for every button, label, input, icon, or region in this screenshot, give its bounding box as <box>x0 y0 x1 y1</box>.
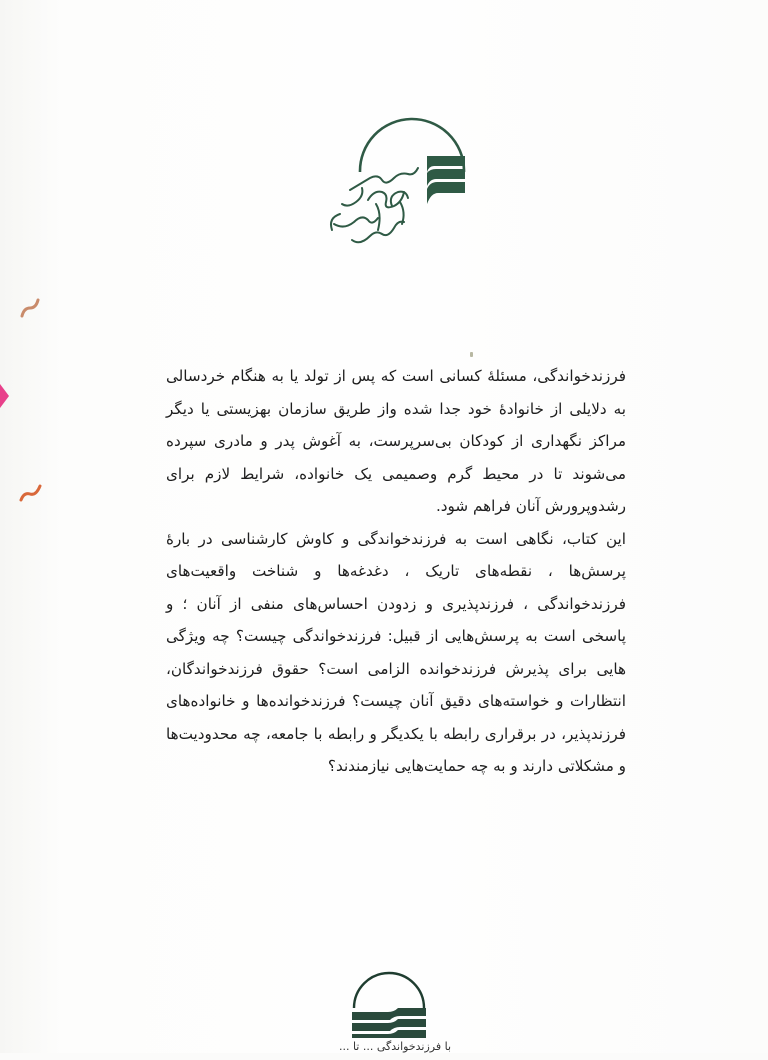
back-cover-blurb <box>166 360 626 783</box>
edge-mark-pink <box>0 384 14 408</box>
blurb-paragraph-2: این کتاب، نگاهی است به فرزندخواندگی و کاوش کارشناسی در بارهٔ پرسش‌ها ، نقطه‌های تاریک ، دغدغه‌ها و شناخت واقعیت‌های فرزندخواندگی ، فرزندپذیری و زدودن احساس‌های منفی از آنان ؛ و پاسخی است به پرسش‌هایی از قبیل: فرزندخواندگی چیست؟ چه ویژگی هایی برای پذیرش فرزندخوانده الزامی است؟ حقوق فرزندخواندگان، انتظارات و خواسته‌های دقیق آنان چیست؟ فرزندخوانده‌ها و خانواده‌های فرزندپذیر، در برقراری رابطه با یکدیگر و رابطه با جامعه، چه محدودیت‌ها و مشکلاتی دارند و به چه حمایت‌هایی نیازمندند؟ <box>166 529 626 775</box>
blurb-paragraph-1: فرزندخواندگی، مسئلهٔ کسانی است که پس از تولد یا به هنگام خردسالی به دلایلی از خانوادهٔ خود جدا شده واز طریق سازمان بهزیستی یا دیگر مراکز نگهداری از کودکان بی‌سرپرست، به آغوش پدر و مادری سپرده می‌شوند تا در محیط گرم وصمیمی یک خانواده، شرایط لازم برای رشدوپرورش آنان فراهم شود. <box>166 367 626 515</box>
print-speck <box>470 352 473 357</box>
kavir-publications-logo <box>348 968 430 1038</box>
edge-mark-upper <box>18 294 46 322</box>
bottom-caption-cutoff: با فرزندخواندگی ... تا ... <box>338 1040 452 1053</box>
edge-mark-lower <box>18 480 46 504</box>
logo-calligraphy-text: سی امین سال تاسیس انتشارات کویر <box>372 212 388 213</box>
kavir-publications-anniversary-logo <box>312 112 477 257</box>
